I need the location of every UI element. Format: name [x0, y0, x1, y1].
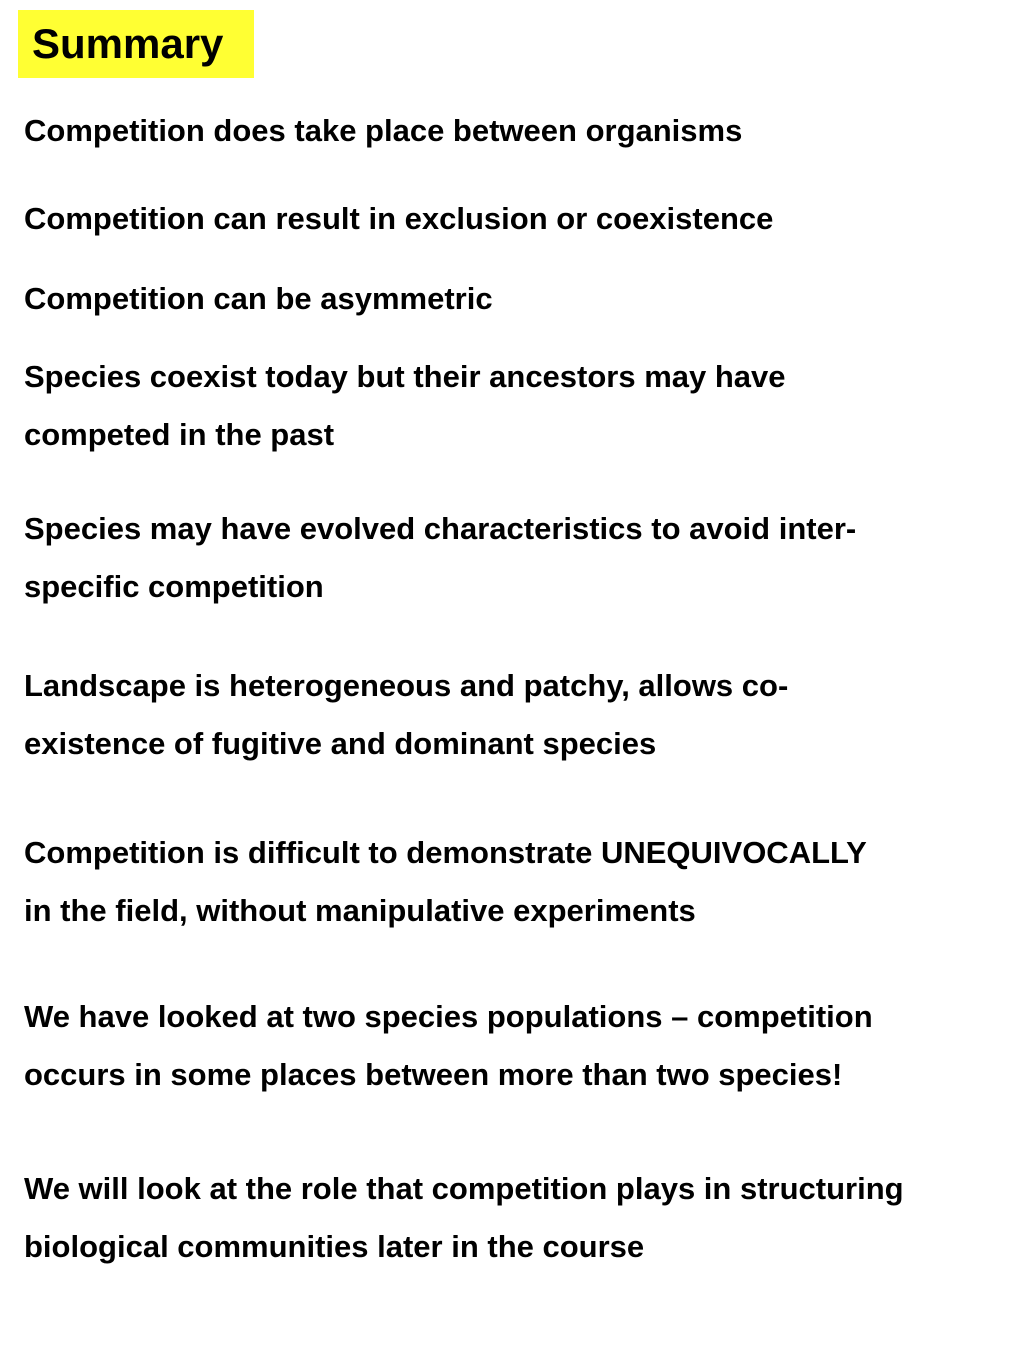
summary-point-line: Competition is difficult to demonstrate UNEQUIVOCALLY	[24, 835, 867, 870]
summary-point-3	[24, 270, 1004, 328]
summary-point-line: Species may have evolved characteristics to avoid inter-	[24, 511, 857, 546]
summary-point-line: Landscape is heterogeneous and patchy, allows co-	[24, 668, 789, 703]
summary-point-line: in the field, without manipulative experiments	[24, 893, 696, 928]
title-highlight-box	[18, 10, 254, 78]
summary-point-8	[24, 988, 1004, 1104]
summary-point-line: existence of fugitive and dominant species	[24, 726, 657, 761]
summary-point-line: specific competition	[24, 569, 324, 604]
summary-point-line: occurs in some places between more than two species!	[24, 1057, 843, 1092]
summary-point-9	[24, 1160, 1004, 1276]
summary-point-line: We have looked at two species populations – competition	[24, 999, 873, 1034]
summary-point-line: competed in the past	[24, 417, 335, 452]
summary-point-6	[24, 657, 1004, 773]
summary-point-line: Competition can result in exclusion or coexistence	[24, 201, 774, 236]
summary-point-4	[24, 348, 1004, 464]
summary-point-line: biological communities later in the course	[24, 1229, 645, 1264]
page-title: Summary	[32, 20, 224, 67]
summary-point-7	[24, 824, 1004, 940]
summary-point-line: Species coexist today but their ancestors may have	[24, 359, 786, 394]
summary-point-1	[24, 102, 1004, 160]
summary-point-5	[24, 500, 1004, 616]
summary-point-2	[24, 190, 1004, 248]
summary-point-line: Competition does take place between organisms	[24, 113, 743, 148]
summary-point-line: We will look at the role that competition plays in structuring	[24, 1171, 904, 1206]
summary-point-line: Competition can be asymmetric	[24, 281, 493, 316]
